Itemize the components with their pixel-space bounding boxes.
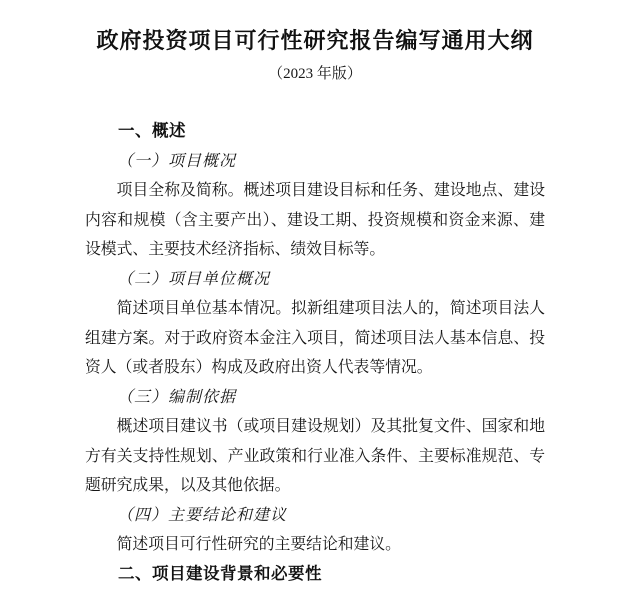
section-heading-overview: 一、概述 (118, 122, 186, 140)
paragraph-project-overview: 项目全称及简称。概述项目建设目标和任务、建设地点、建设内容和规模（含主要产出）、建设工期、投资规模和资金来源、建设模式、主要技术经济指标、绩效目标等。 (85, 182, 545, 258)
subheading-compilation-basis: （三）编制依据 (117, 388, 237, 406)
paragraph-compilation-basis: 概述项目建议书（或项目建设规划）及其批复文件、国家和地方有关支持性规划、产业政策和行业准入条件、主要标准规范、专题研究成果，以及其他依据。 (85, 418, 545, 494)
document-subtitle: （2023 年版） (268, 66, 362, 82)
document-title: 政府投资项目可行性研究报告编写通用大纲 (96, 28, 534, 53)
subheading-main-conclusions: （四）主要结论和建议 (117, 506, 288, 524)
document-body (85, 117, 545, 589)
paragraph-project-unit-overview: 简述项目单位基本情况。拟新组建项目法人的，简述项目法人组建方案。对于政府资本金注入项目，简述项目法人基本信息、投资人（或者股东）构成及政府出资人代表等情况。 (85, 300, 545, 376)
paragraph-main-conclusions: 简述项目可行性研究的主要结论和建议。 (116, 536, 401, 553)
subheading-project-unit-overview: （二）项目单位概况 (117, 270, 271, 288)
subheading-project-overview: （一）项目概况 (117, 152, 237, 170)
section-heading-background-necessity: 二、项目建设背景和必要性 (118, 564, 322, 583)
